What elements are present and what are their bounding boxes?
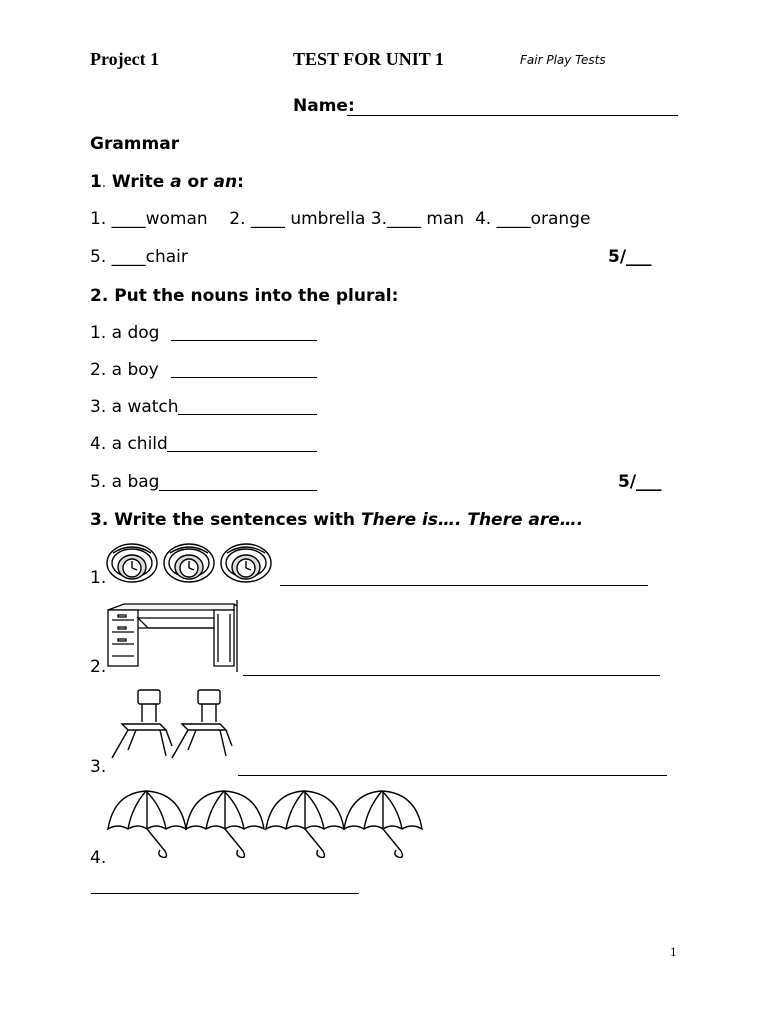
ex2-answer-line[interactable]: [171, 377, 317, 378]
ex2-answer-line[interactable]: [171, 340, 317, 341]
clock-icon: [105, 541, 275, 586]
ex2-item: 3. a watch: [90, 397, 179, 417]
ex1-score: 5/___: [608, 247, 652, 267]
ex3-item-number: 3.: [90, 757, 107, 777]
ex3-answer-line[interactable]: [243, 675, 660, 676]
ex2-item: 5. a bag: [90, 472, 160, 492]
ex3-answer-line[interactable]: [238, 775, 667, 776]
ex2-item: 4. a child: [90, 434, 168, 454]
ex2-answer-line[interactable]: [167, 451, 317, 452]
desk-icon: [104, 600, 239, 672]
ex2-item: 1. a dog: [90, 323, 160, 343]
ex1-line2: 5. ____chair: [90, 247, 188, 267]
test-title: TEST FOR UNIT 1: [293, 49, 444, 69]
ex1-line1: 1. ____woman 2. ____ umbrella 3.____ man 4. ____orange: [90, 209, 591, 229]
ex3-title: 3. Write the sentences with There is…. There are….: [90, 510, 584, 530]
ex1-title: 1. Write a or an:: [90, 172, 244, 192]
chair-icon: [108, 688, 240, 763]
ex2-answer-line[interactable]: [178, 414, 317, 415]
ex2-answer-line[interactable]: [159, 490, 317, 491]
ex3-answer-line[interactable]: [280, 585, 648, 586]
ex2-item: 2. a boy: [90, 360, 159, 380]
ex3-answer-line[interactable]: [91, 893, 359, 894]
name-line[interactable]: [347, 115, 678, 116]
umbrella-icon: [104, 787, 426, 863]
name-label: Name:: [293, 96, 355, 116]
page-number: 1: [670, 944, 677, 959]
ex3-item-number: 2.: [90, 657, 107, 677]
ex2-score: 5/___: [618, 472, 662, 492]
ex3-item-number: 1.: [90, 568, 107, 588]
project-label: Project 1: [90, 49, 160, 69]
publisher-label: Fair Play Tests: [520, 53, 606, 67]
ex2-title: 2. Put the nouns into the plural:: [90, 286, 399, 306]
ex3-item-number: 4.: [90, 848, 107, 868]
section-grammar: Grammar: [90, 134, 180, 154]
